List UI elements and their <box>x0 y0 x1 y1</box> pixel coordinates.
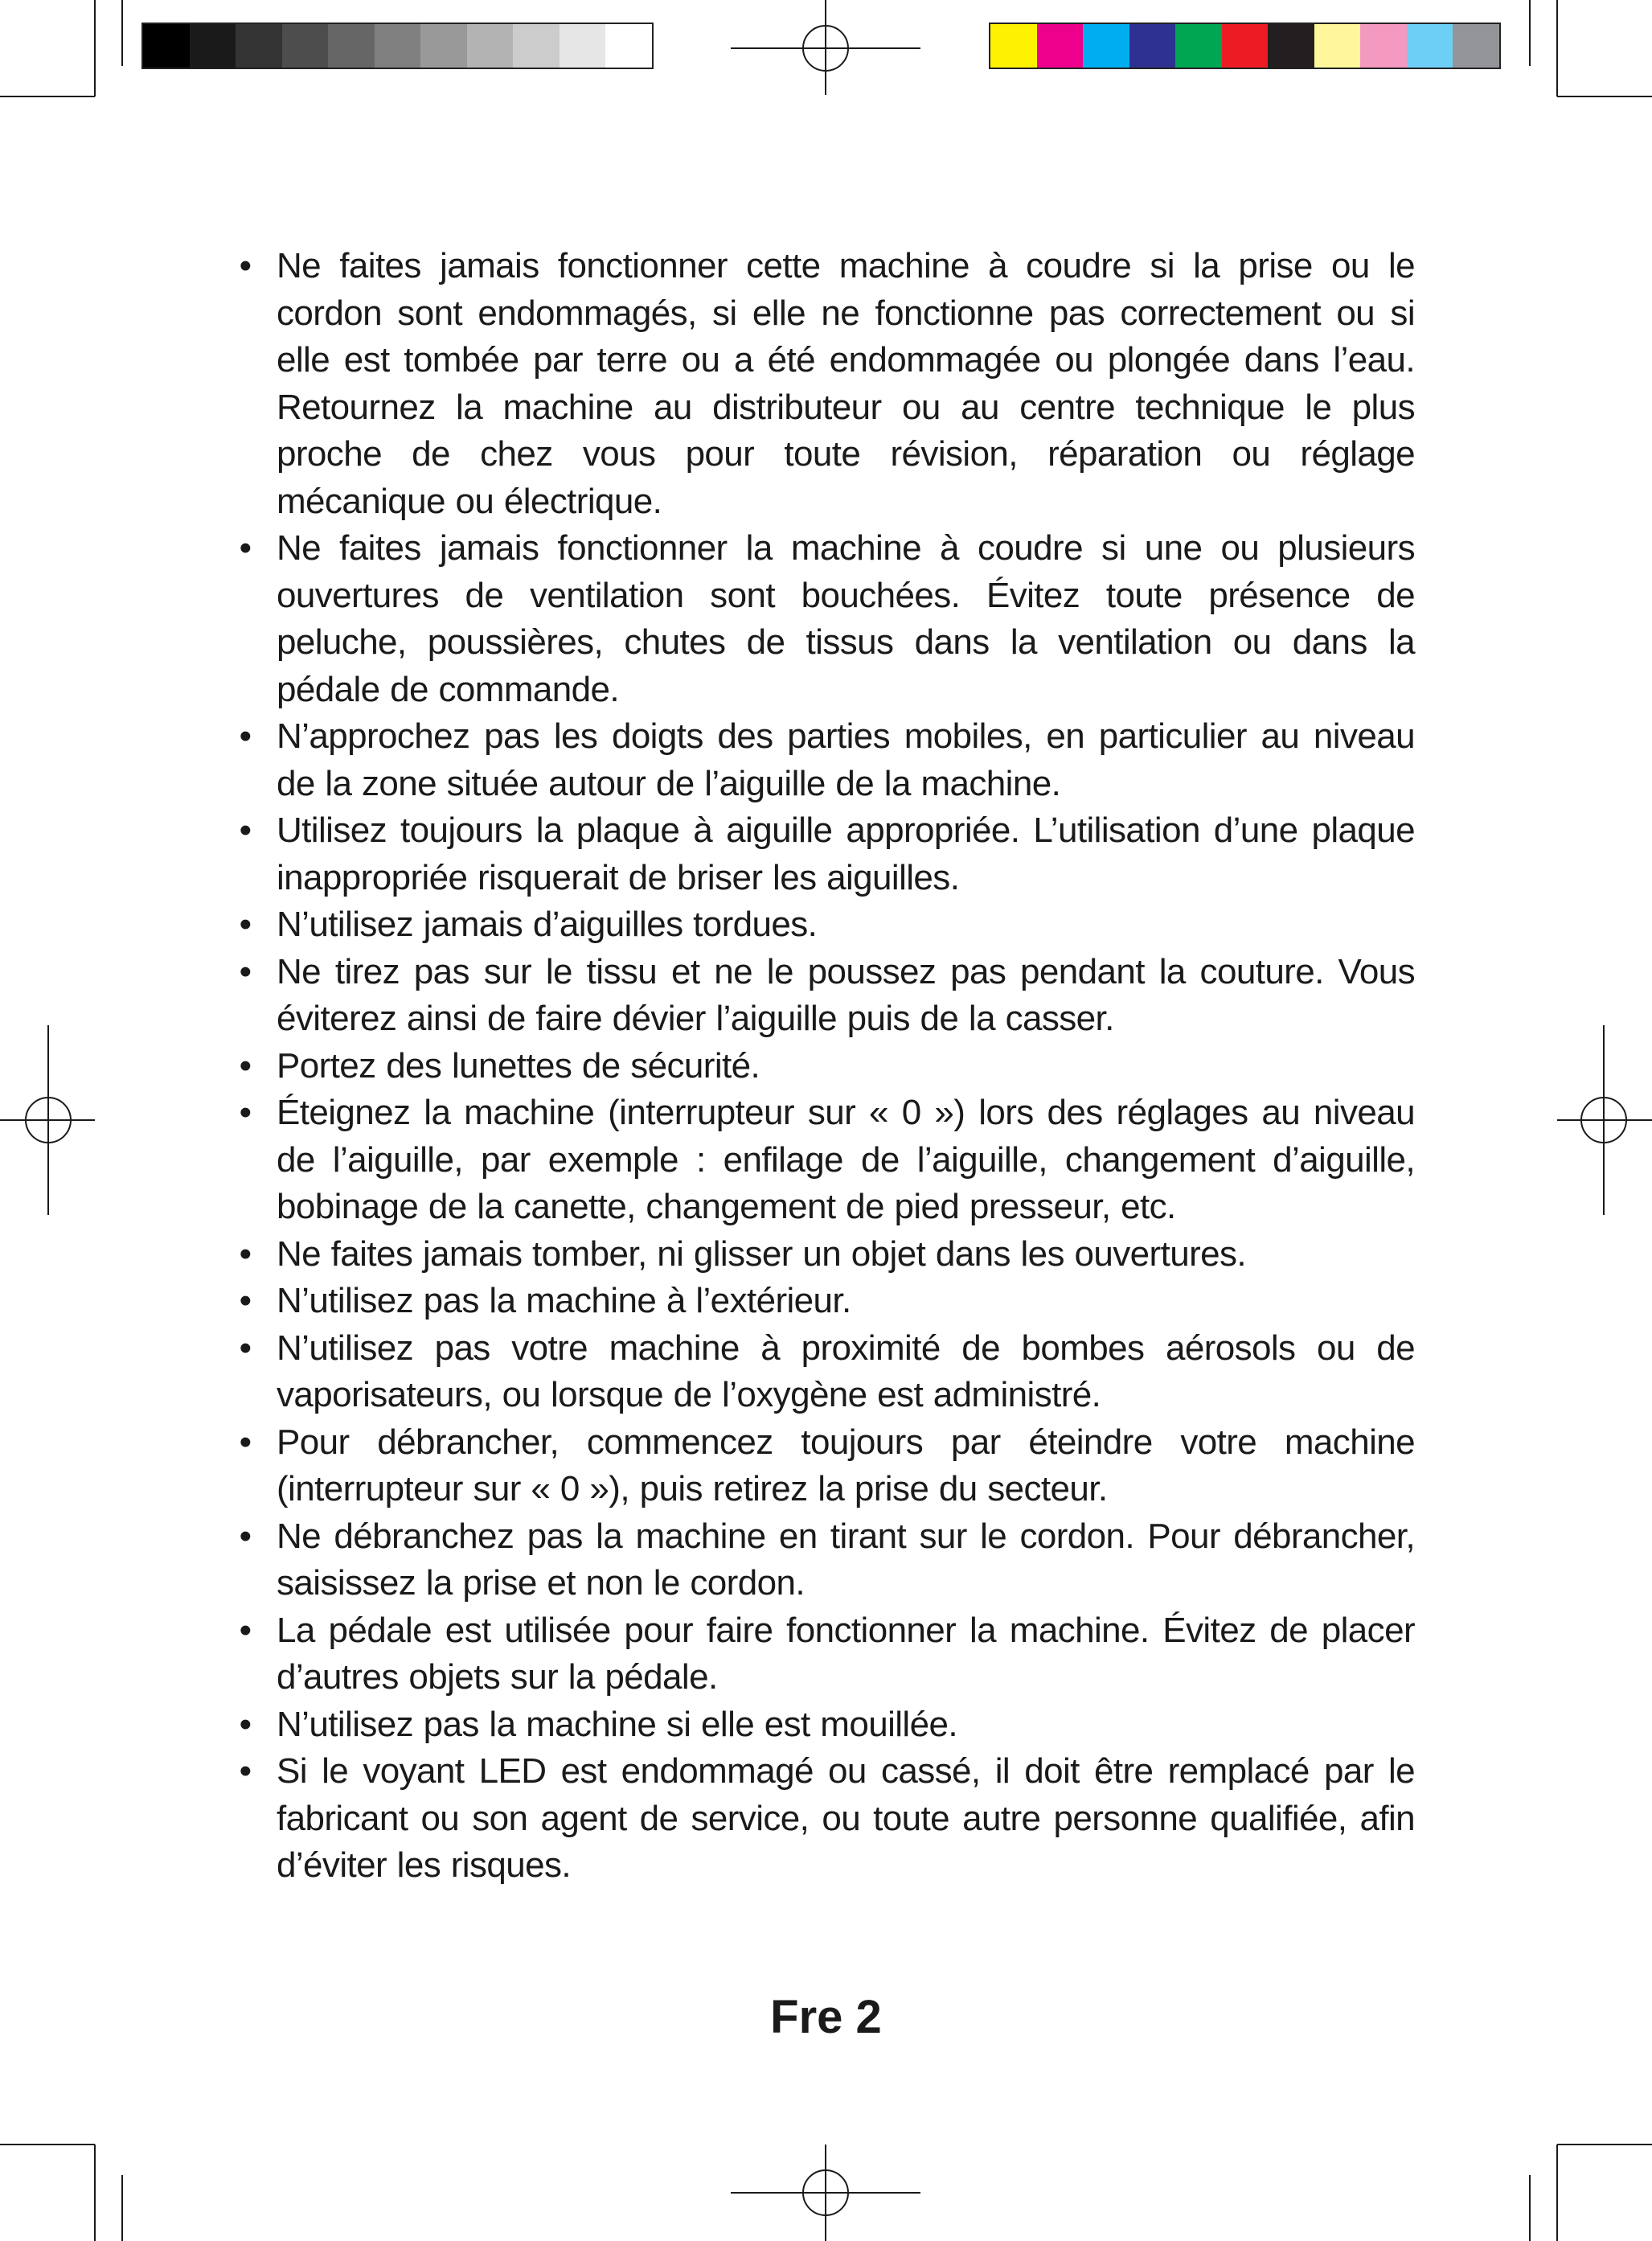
page-number: Fre 2 <box>770 1991 882 2043</box>
list-item <box>233 1278 1415 1325</box>
registration-target-bottom <box>731 2145 920 2241</box>
bullet-icon: • <box>239 246 252 285</box>
list-item <box>233 1419 1415 1513</box>
bullet-icon: • <box>239 905 252 944</box>
list-item-text: N’utilisez pas la machine à l’extérieur. <box>277 1281 851 1320</box>
list-item <box>233 949 1415 1043</box>
list-item-text: Pour débrancher, commencez toujours par éteindre votre machine (interrupteur sur « 0 »), puis retirez la prise du secteur. <box>277 1422 1415 1508</box>
list-item <box>233 1748 1415 1890</box>
bullet-icon: • <box>239 1045 252 1086</box>
bullet-icon: • <box>239 528 252 568</box>
bullet-icon: • <box>239 1281 252 1320</box>
bullet-icon: • <box>239 951 252 991</box>
list-item-text: Ne faites jamais fonctionner la machine à coudre si une ou plusieurs ouvertures de ventilation sont bouchées. Évitez toute présence de peluche, poussières, chutes de tissus dans la ventilation ou dans la pédale de commande. <box>277 528 1415 709</box>
registration-target-left <box>0 1025 95 1215</box>
bullet-icon: • <box>239 1751 252 1791</box>
bullet-icon: • <box>239 1516 252 1556</box>
list-item <box>233 1231 1415 1279</box>
list-item <box>233 1513 1415 1607</box>
list-item <box>233 901 1415 949</box>
list-item <box>233 1325 1415 1419</box>
registration-target-top <box>731 0 920 95</box>
list-item-text: Utilisez toujours la plaque à aiguille appropriée. L’utilisation d’une plaque inappropriée risquerait de briser les aiguilles. <box>277 811 1415 897</box>
list-item-text: Éteignez la machine (interrupteur sur « 0 ») lors des réglages au niveau de l’aiguille, par exemple : enfilage de l’aiguille, changement d’aiguille, bobinage de la canette, changement de pied presseur, etc. <box>277 1093 1415 1226</box>
list-item <box>233 1090 1415 1231</box>
list-item-text: Si le voyant LED est endommagé ou cassé, il doit être remplacé par le fabricant ou son agent de service, ou toute autre personne qualifiée, afin d’éviter les risques. <box>277 1751 1415 1885</box>
bullet-icon: • <box>239 1610 252 1650</box>
list-item-text: Ne faites jamais fonctionner cette machine à coudre si la prise ou le cordon sont endommagés, si elle ne fonctionne pas correctement ou si elle est tombée par terre ou a été endommagée ou plongée dans l’eau. Retournez la machine au distributeur ou au centre technique le plus proche de chez vous pour toute révision, réparation ou réglage mécanique ou électrique. <box>277 246 1415 521</box>
bullet-icon: • <box>239 1328 252 1368</box>
bullet-icon: • <box>239 1233 252 1274</box>
list-item-text: N’utilisez pas votre machine à proximité de bombes aérosols ou de vaporisateurs, ou lorsque de l’oxygène est administré. <box>277 1328 1415 1414</box>
bullet-icon: • <box>239 811 252 850</box>
bullet-icon: • <box>239 1704 252 1744</box>
list-item <box>233 1043 1415 1090</box>
list-item <box>233 1701 1415 1749</box>
bullet-icon: • <box>239 1422 252 1462</box>
safety-list <box>233 243 1415 1890</box>
list-item <box>233 1607 1415 1701</box>
bullet-icon: • <box>239 1093 252 1132</box>
list-item <box>233 807 1415 901</box>
list-item-text: Ne débranchez pas la machine en tirant sur le cordon. Pour débrancher, saisissez la prise et non le cordon. <box>277 1516 1415 1603</box>
list-item-text: N’utilisez jamais d’aiguilles tordues. <box>277 905 818 944</box>
list-item-text: Ne tirez pas sur le tissu et ne le poussez pas pendant la couture. Vous éviterez ainsi de faire dévier l’aiguille puis de la casser. <box>277 951 1415 1038</box>
bullet-icon: • <box>239 716 252 756</box>
list-item <box>233 525 1415 713</box>
list-item-text: Ne faites jamais tomber, ni glisser un objet dans les ouvertures. <box>277 1233 1247 1274</box>
registration-target-right <box>1557 1025 1652 1215</box>
list-item <box>233 243 1415 525</box>
list-item-text: N’utilisez pas la machine si elle est mouillée. <box>277 1704 957 1744</box>
list-item-text: N’approchez pas les doigts des parties mobiles, en particulier au niveau de la zone située autour de l’aiguille de la machine. <box>277 716 1415 803</box>
safety-instructions <box>233 243 1415 1890</box>
list-item <box>233 713 1415 807</box>
list-item-text: La pédale est utilisée pour faire fonctionner la machine. Évitez de placer d’autres objets sur la pédale. <box>277 1610 1415 1697</box>
list-item-text: Portez des lunettes de sécurité. <box>277 1045 760 1086</box>
